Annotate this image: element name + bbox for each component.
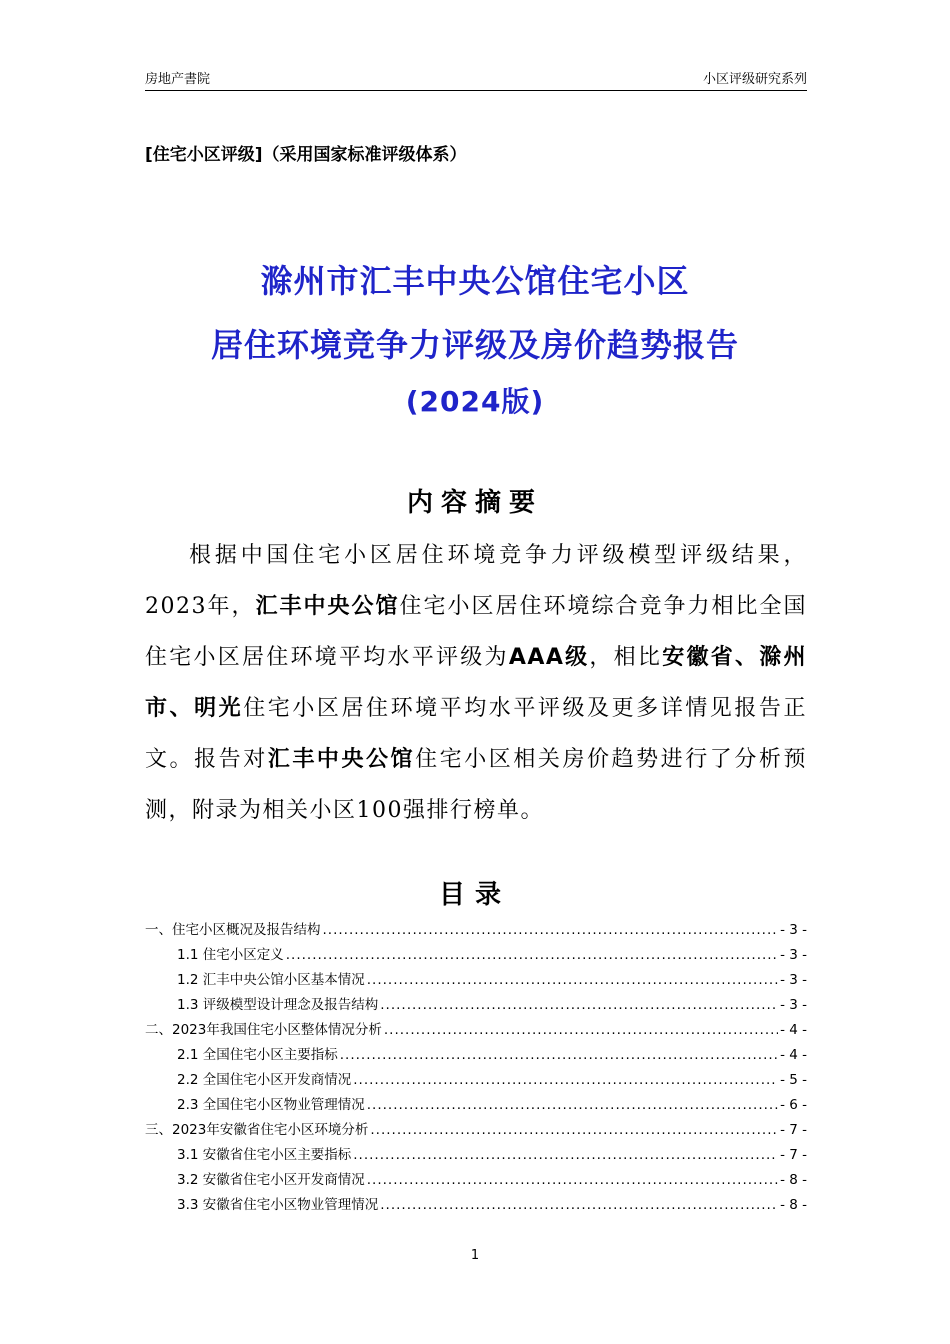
toc-entry-label: 三、2023年安徽省住宅小区环境分析 [145, 1122, 369, 1138]
toc-entry-label: 1.3 评级模型设计理念及报告结构 [177, 997, 379, 1013]
toc-entry[interactable] [145, 1018, 807, 1043]
abstract-emphasis: 汇丰中央公馆 [267, 747, 416, 772]
toc-entry-page: - 3 - [780, 997, 807, 1013]
toc-leader-dots [286, 943, 778, 968]
toc-leader-dots [323, 918, 779, 943]
toc-leader-dots [340, 1043, 778, 1068]
abstract-text: 根据中国住宅小区居住环境竞争力评级模型评级结果，2023年， [145, 543, 807, 619]
toc-entry-page: - 6 - [780, 1097, 807, 1113]
toc-entry-page: - 8 - [780, 1172, 807, 1188]
report-category: [住宅小区评级]（采用国家标准评级体系） [145, 145, 467, 165]
toc-entry-page: - 3 - [780, 972, 807, 988]
toc-entry-label: 一、住宅小区概况及报告结构 [145, 922, 321, 938]
toc-heading: 目录 [438, 880, 511, 910]
toc-entry-label: 1.1 住宅小区定义 [177, 947, 284, 963]
toc-entry[interactable] [145, 968, 807, 993]
toc-entry-page: - 4 - [780, 1047, 807, 1063]
toc-entry-page: - 3 - [780, 947, 807, 963]
toc-entry-label: 3.3 安徽省住宅小区物业管理情况 [177, 1197, 379, 1213]
toc-leader-dots [367, 1093, 778, 1118]
toc-entry[interactable] [145, 1068, 807, 1093]
abstract-emphasis: 安徽省、滁州市、明光 [145, 645, 807, 721]
toc-entry-page: - 7 - [780, 1122, 807, 1138]
toc-entry-label: 1.2 汇丰中央公馆小区基本情况 [177, 972, 365, 988]
toc-entry-label: 2.2 全国住宅小区开发商情况 [177, 1072, 352, 1088]
report-edition: (2024版) [405, 385, 545, 418]
toc-entry-page: - 7 - [780, 1147, 807, 1163]
abstract-text: 住宅小区相关房价趋势进行了分析预测，附录为相关小区100强排行榜单。 [145, 747, 807, 823]
toc-entry[interactable] [145, 1143, 807, 1168]
header-series: 小区评级研究系列 [702, 72, 807, 87]
toc-entry[interactable] [145, 1043, 807, 1068]
toc-entry[interactable] [145, 1168, 807, 1193]
abstract-text: ，相比 [589, 645, 663, 670]
toc-leader-dots [353, 1143, 778, 1168]
toc-entry-label: 2.1 全国住宅小区主要指标 [177, 1047, 338, 1063]
toc-leader-dots [367, 968, 778, 993]
toc-entry-label: 3.2 安徽省住宅小区开发商情况 [177, 1172, 365, 1188]
abstract-text: 住宅小区居住环境平均水平评级及更多详情见报告正文。报告对 [145, 696, 807, 772]
abstract-body [145, 530, 807, 836]
abstract-emphasis: 汇丰中央公馆 [255, 594, 400, 619]
page-number: 1 [470, 1248, 480, 1263]
toc-leader-dots [353, 1068, 778, 1093]
toc-entry-label: 2.3 全国住宅小区物业管理情况 [177, 1097, 365, 1113]
report-title-line-1: 滁州市汇丰中央公馆住宅小区 [260, 262, 690, 300]
toc-leader-dots [384, 1018, 778, 1043]
toc-entry[interactable] [145, 943, 807, 968]
toc-entry-page: - 4 - [780, 1022, 807, 1038]
toc-leader-dots [380, 993, 778, 1018]
toc-entry[interactable] [145, 1118, 807, 1143]
toc-entry[interactable] [145, 1193, 807, 1218]
abstract-text: 住宅小区居住环境综合竞争力相比全国住宅小区居住环境平均水平评级为 [145, 594, 807, 670]
report-title-line-2: 居住环境竞争力评级及房价趋势报告 [210, 326, 739, 364]
toc-leader-dots [370, 1118, 778, 1143]
toc-entry-label: 3.1 安徽省住宅小区主要指标 [177, 1147, 352, 1163]
toc-entry[interactable] [145, 1093, 807, 1118]
toc-entry[interactable] [145, 918, 807, 943]
toc-entry-page: - 3 - [780, 922, 807, 938]
toc-entry-page: - 8 - [780, 1197, 807, 1213]
toc-entry[interactable] [145, 993, 807, 1018]
page-header [145, 66, 807, 91]
toc-leader-dots [380, 1193, 778, 1218]
table-of-contents [145, 918, 807, 1218]
abstract-heading: 内容摘要 [406, 488, 543, 518]
toc-entry-page: - 5 - [780, 1072, 807, 1088]
abstract-emphasis: AAA级 [508, 645, 590, 670]
toc-entry-label: 二、2023年我国住宅小区整体情况分析 [145, 1022, 382, 1038]
header-publisher: 房地产書院 [145, 72, 211, 87]
toc-leader-dots [367, 1168, 778, 1193]
